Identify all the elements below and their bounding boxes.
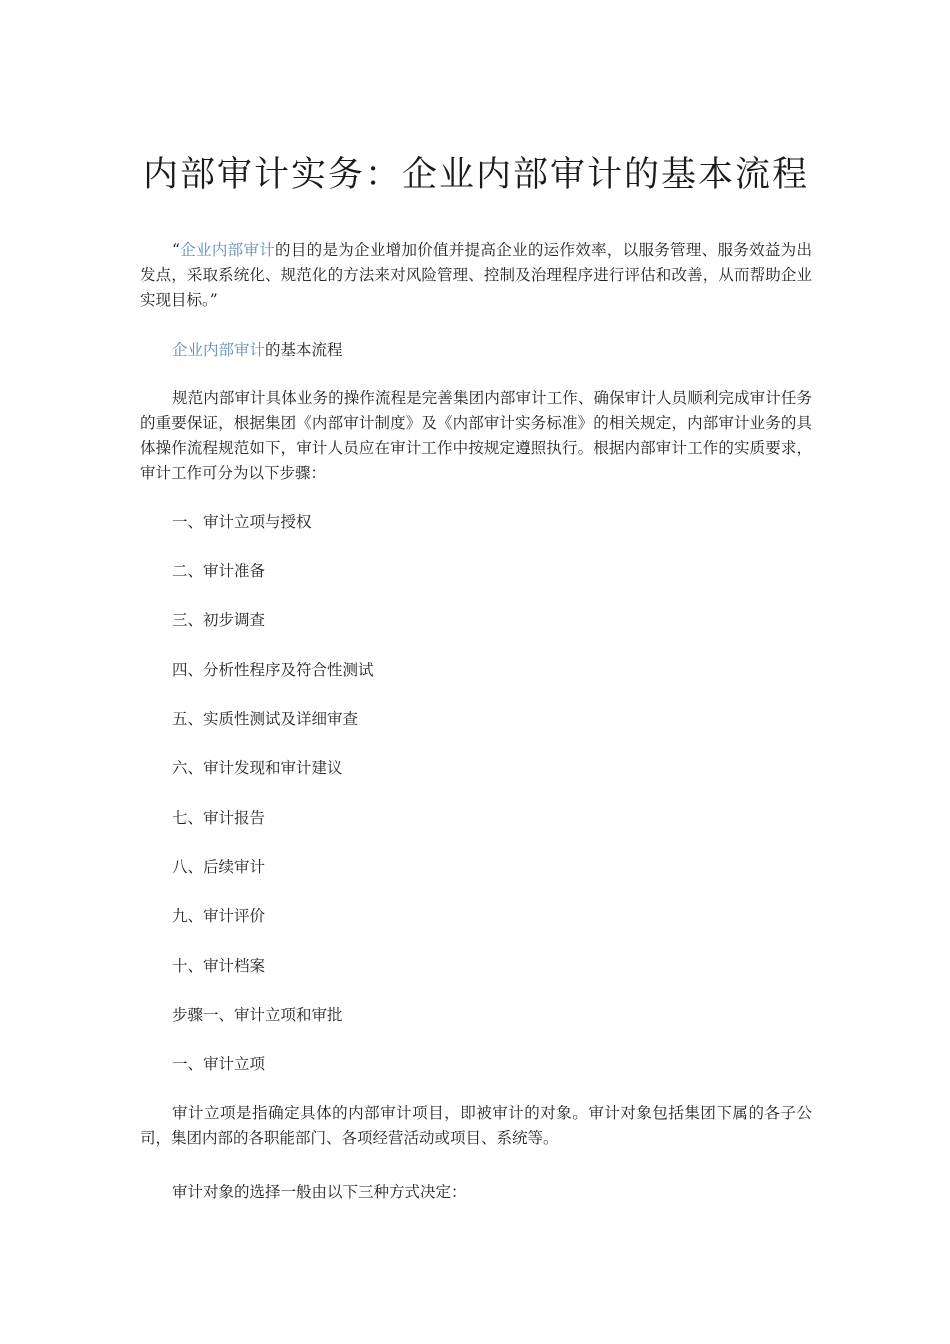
intro-link-enterprise-internal-audit[interactable]: 企业内部审计 [179,241,276,259]
section-heading-link[interactable]: 企业内部审计 [172,341,266,359]
step-list-item: 七、审计报告 [172,809,266,827]
step-list-item: 六、审计发现和审计建议 [172,759,343,777]
step-list-item: 八、后续审计 [172,858,266,876]
intro-text: 的目的是为企业增加价值并提高企业的运作效率，以服务管理、服务效益为出发点，采取系统化、规范化的方法来对风险管理、控制及治理程序进行评估和改善，从而帮助企业实现目标。” [140,241,812,309]
step-list-item: 九、审计评价 [172,907,266,925]
selection-line: 审计对象的选择一般由以下三种方式决定： [172,1183,467,1201]
intro-paragraph [140,238,812,313]
step-one-heading: 步骤一、审计立项和审批 [172,1006,343,1024]
sub-heading-audit-project: 一、审计立项 [172,1055,266,1073]
step-list-item: 二、审计准备 [172,562,266,580]
step-list-item: 一、审计立项与授权 [172,513,312,531]
step-list-item: 四、分析性程序及符合性测试 [172,661,374,679]
step-list-item: 五、实质性测试及详细审查 [172,710,359,728]
section-heading-text: 的基本流程 [265,341,343,359]
document-title: 内部审计实务：企业内部审计的基本流程 [142,155,809,195]
process-paragraph: 规范内部审计具体业务的操作流程是完善集团内部审计工作、确保审计人员顺利完成审计任务的重要保证，根据集团《内部审计制度》及《内部审计实务标准》的相关规定，内部审计业务的具体操作流程规范如下，审计人员应在审计工作中按规定遵照执行。根据内部审计工作的实质要求，审计工作可分为以下步骤： [140,389,812,482]
step-list-item: 十、审计档案 [172,957,266,975]
definition-paragraph: 审计立项是指确定具体的内部审计项目，即被审计的对象。审计对象包括集团下属的各子公司，集团内部的各职能部门、各项经营活动或项目、系统等。 [140,1104,812,1147]
section-heading [172,338,343,363]
quote-mark: “ [172,241,180,259]
step-list-item: 三、初步调查 [172,611,266,629]
